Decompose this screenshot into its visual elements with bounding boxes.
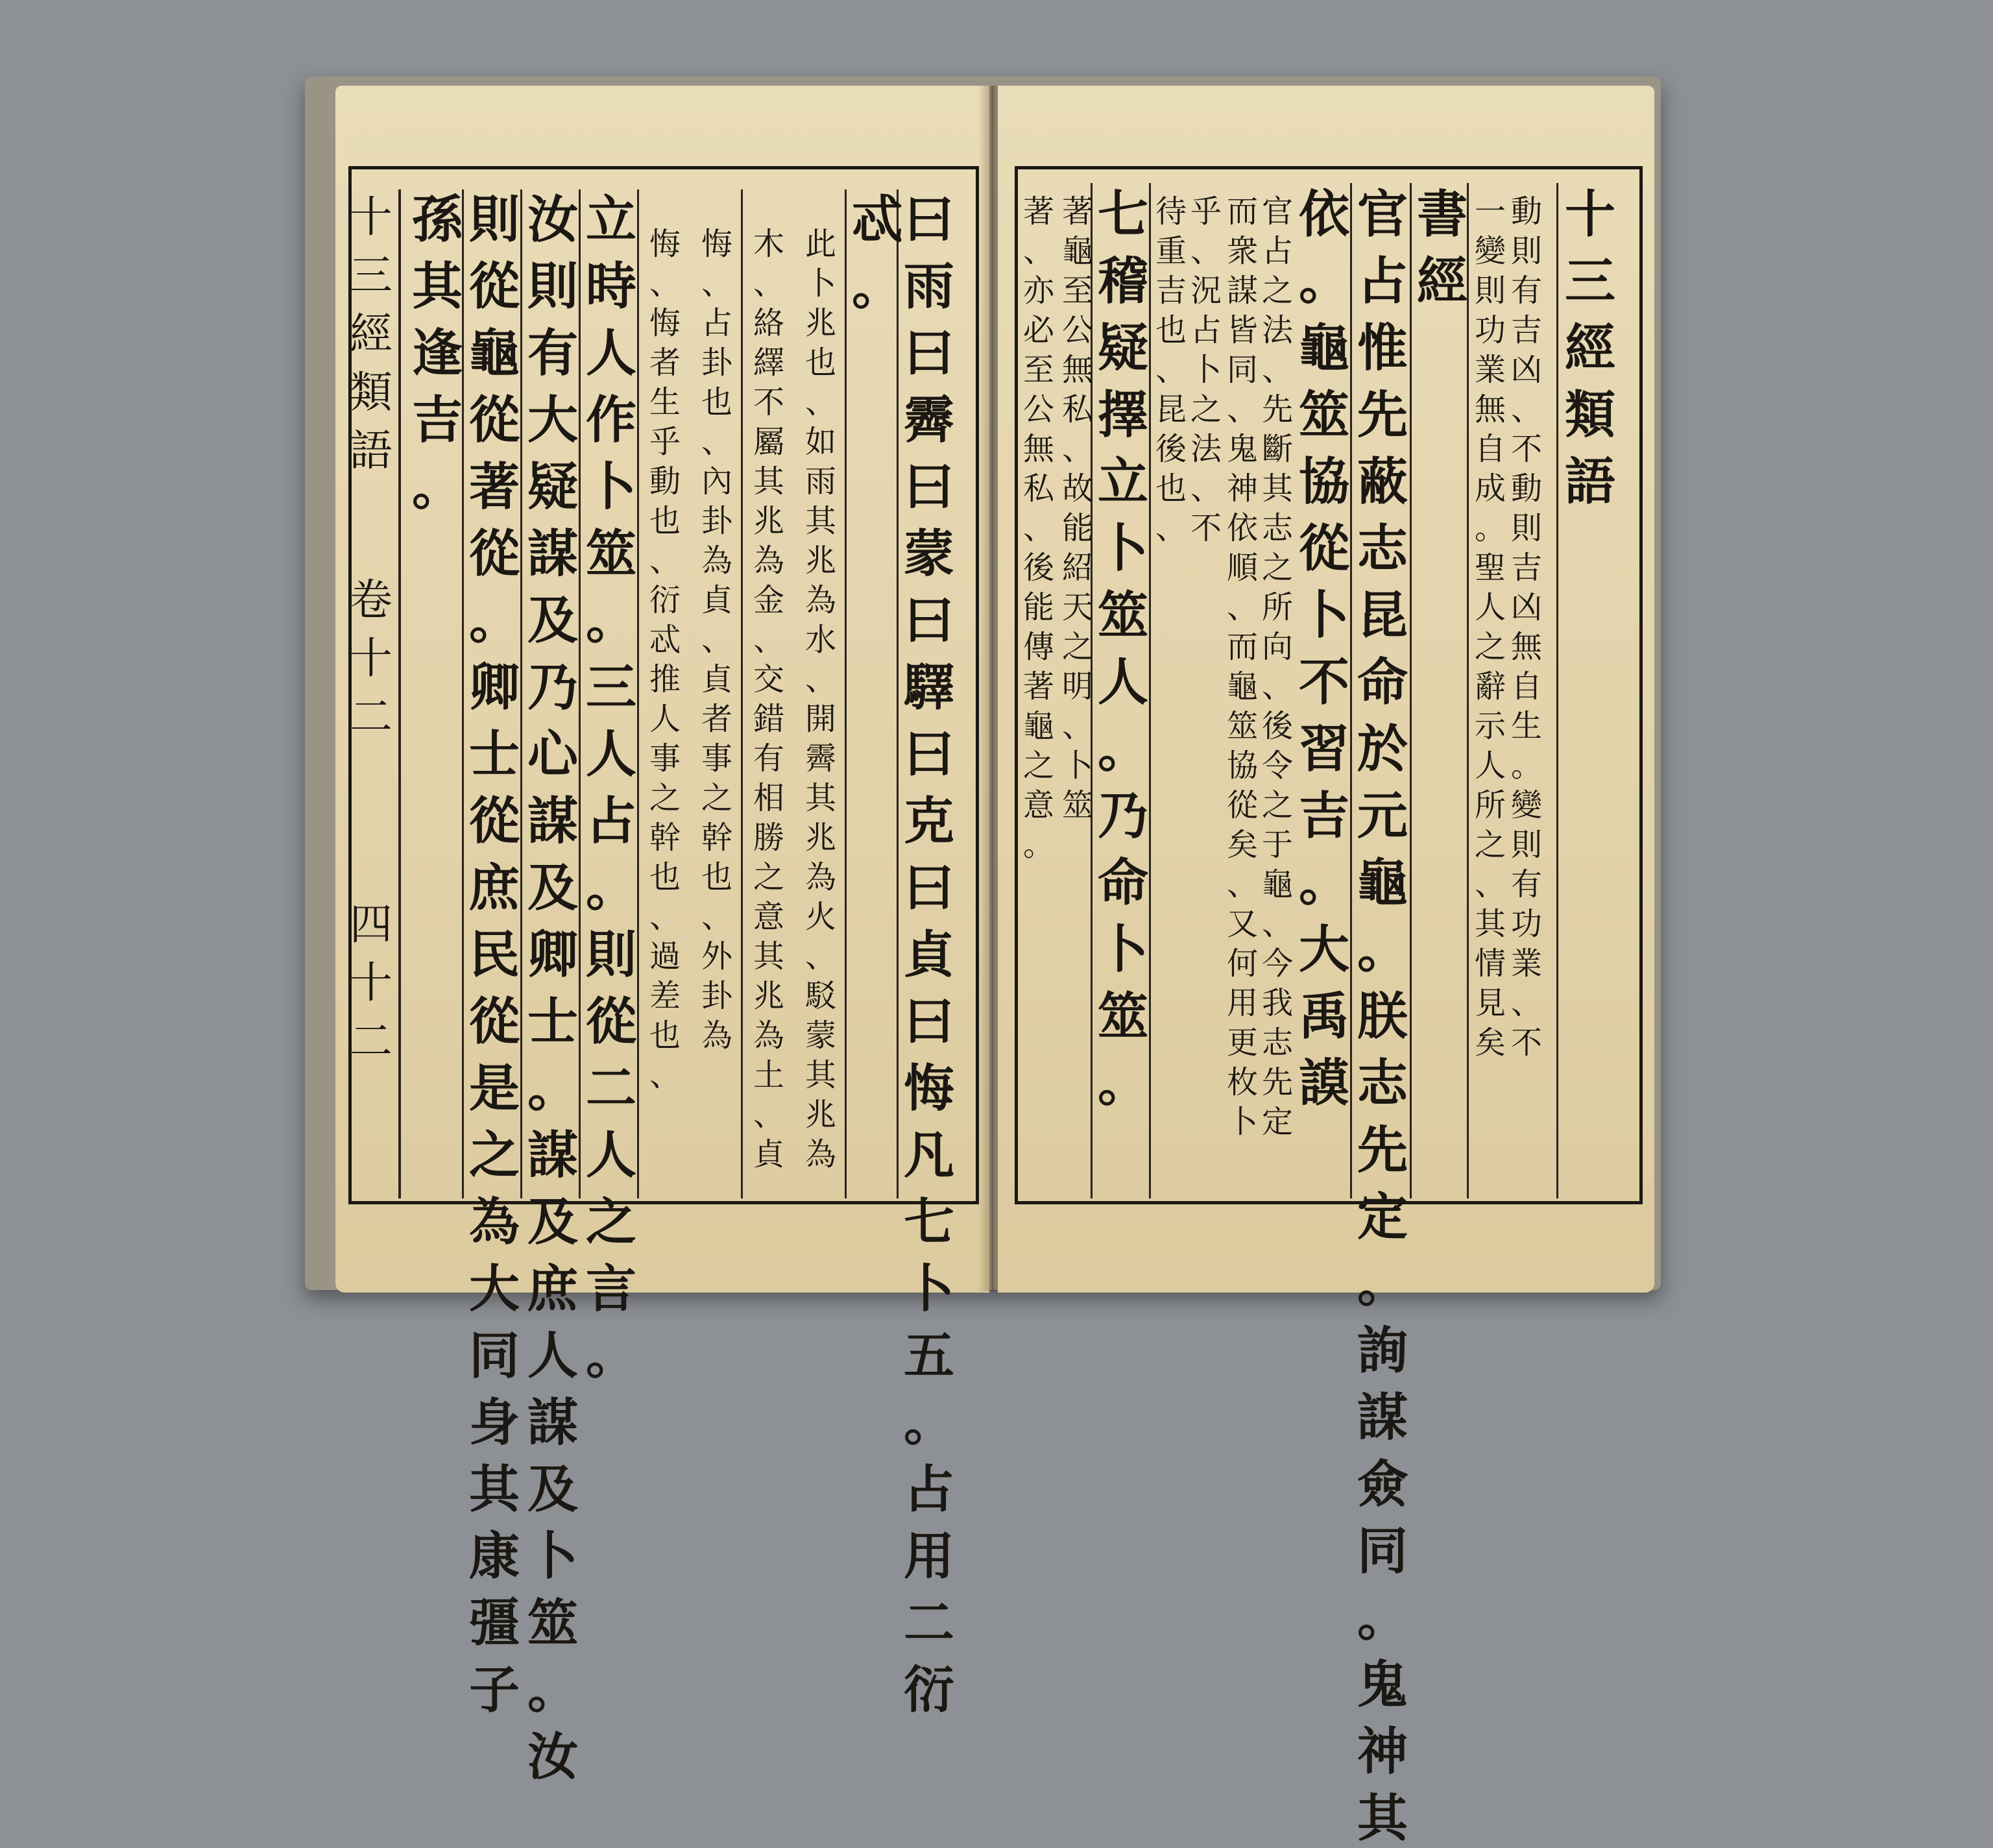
- text-column: 依 。 龜 筮 協 從 卜 不 習 吉 。 大 禹 謨: [1298, 185, 1349, 1113]
- text-column: 官 占 之 法 、 先 斷 其 志 之 所 向 、 後 令 之 于 龜 、 今 我 志 先 定: [1261, 193, 1293, 1140]
- text-column: 動 則 有 吉 凶 、 不 動 則 吉 凶 無 自 生 。 變 則 有 功 業 、 不: [1510, 193, 1542, 1061]
- left-page: [335, 86, 989, 1786]
- text-column: 乎 、 況 占 卜 之 法 、 不: [1190, 193, 1222, 546]
- text-column: 立 時 人 作 卜 筮 。 三 人 占 。 則 從 二 人 之 言 。: [585, 190, 636, 1385]
- left-page-text-area: [350, 189, 976, 1786]
- left-margin-title: 十 三 經 類 語: [350, 192, 393, 476]
- text-column: 汝 則 有 大 疑 謀 及 乃 心 謀 及 卿 士 。 謀 及 庶 人 謀 及 卜 筮 。 汝: [527, 190, 578, 1786]
- text-column: 則 從 龜 從 著 從 。 卿 士 從 庶 民 從 是 之 為 大 同 身 其 康 彊 子: [468, 190, 520, 1720]
- column-rule: [1556, 183, 1558, 1198]
- text-column: 悔 、 占 卦 也 、 內 卦 為 貞 、 貞 者 事 之 幹 也 、 外 卦 為: [701, 226, 732, 1054]
- text-column: 十 三 經 類 語: [1564, 185, 1615, 511]
- text-column: 木 、 絡 繹 不 屬 其 兆 為 金 、 交 錯 有 相 勝 之 意 其 兆 為 土 、 貞: [753, 226, 784, 1173]
- text-column: 待 重 吉 也 、 昆 後 也 、: [1155, 193, 1187, 546]
- column-rule: [1410, 183, 1412, 1198]
- text-column: 七 稽 疑 擇 立 卜 筮 人 。 乃 命 卜 筮 。: [1097, 185, 1148, 1113]
- text-column: 悔 、 悔 者 生 乎 動 也 、 衍 忒 推 人 事 之 幹 也 、 過 差 也 、: [649, 226, 681, 1093]
- text-column: 書 經: [1416, 185, 1468, 311]
- left-margin-volume: 卷 十 二: [350, 575, 393, 742]
- column-rule: [845, 189, 847, 1198]
- text-column: 曰 雨 曰 霽 曰 蒙 曰 驛 曰 克 曰 貞 曰 悔 凡 七 卜 五 。 占 用 二 衍: [903, 190, 954, 1720]
- right-page: [998, 86, 1654, 1848]
- column-rule: [741, 189, 743, 1198]
- text-column: 著 龜 至 公 無 私 、 故 能 紹 天 之 明 、 卜 筮: [1061, 193, 1093, 823]
- margin-rule: [398, 189, 401, 1198]
- text-column: 忒 。: [851, 190, 902, 316]
- text-column: 此 卜 兆 也 、 如 雨 其 兆 為 水 、 開 霽 其 兆 為 火 、 駁 蒙 其 兆 為: [804, 226, 836, 1173]
- text-column: 孫 其 逢 吉 。: [411, 190, 463, 517]
- text-column: 一 變 則 功 業 無 自 成 。 聖 人 之 辭 示 人 所 之 、 其 情 見 矣: [1474, 193, 1506, 1061]
- text-column: 官 占 惟 先 蔽 志 昆 命 於 元 龜 。 朕 志 先 定 。 詢 謀 僉 同 。 鬼 神 其: [1357, 185, 1408, 1848]
- right-page-text-area: [1018, 183, 1639, 1848]
- left-margin-folio: 四 十 二: [350, 899, 393, 1066]
- text-column: 而 衆 謀 皆 同 、 鬼 神 依 順 、 而 龜 筮 協 從 矣 、 又 何 用 更 枚 卜: [1226, 193, 1258, 1140]
- text-column: 著 、 亦 必 至 公 無 私 、 後 能 傳 著 龜 之 意 。: [1022, 193, 1054, 863]
